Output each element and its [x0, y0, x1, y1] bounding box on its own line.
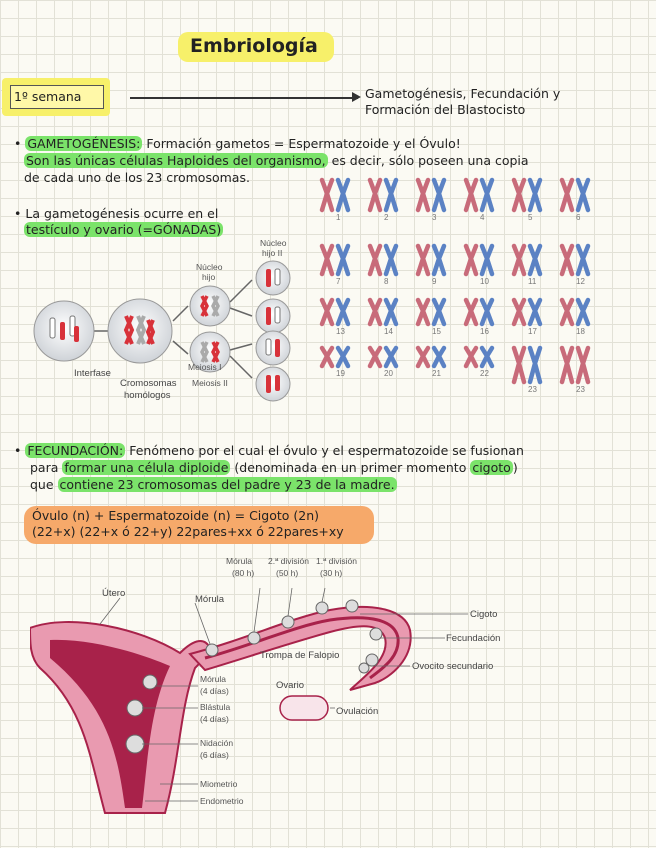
- label-nucleo-hijo-a: Núcleo: [196, 262, 223, 272]
- chromosome-pair-8: [370, 246, 396, 274]
- fecundacion-line1: • FECUNDACIÓN: Fenómeno por el cual el óvulo y el espermatozoide se fusionan: [14, 443, 524, 458]
- chromosome-pair-19: [322, 348, 348, 366]
- chromosome-pair-20: [370, 348, 396, 366]
- chromosome-pair-18: [562, 300, 588, 324]
- label-homologos: homólogos: [124, 390, 171, 401]
- label-nucleo-hijo2-b: hijo II: [262, 248, 283, 258]
- week-target-2: Formación del Blastocisto: [365, 102, 526, 117]
- week-arrow: [130, 97, 358, 99]
- chromosome-pair-7: [322, 246, 348, 274]
- label-fecundacion: Fecundación: [446, 633, 501, 644]
- chromosome-label: 23: [528, 385, 537, 394]
- chromosome-label: 16: [480, 327, 489, 336]
- chromosome-label: 4: [480, 213, 485, 222]
- chromosome-pair-2: [370, 180, 396, 210]
- chromosome-label: 11: [528, 277, 537, 286]
- label-trompa: Trompa de Falopio: [260, 650, 340, 661]
- label-meiosis1: Meiosis I: [188, 362, 222, 372]
- chromosome-pair-11: [514, 246, 540, 274]
- label-morula-h-a: Mórula: [226, 558, 252, 566]
- label-div1-b: (30 h): [320, 568, 343, 578]
- ovary: [280, 696, 328, 720]
- label-utero: Útero: [102, 588, 126, 599]
- chromosome-label: 20: [384, 369, 393, 378]
- label-interfase: Interfase: [74, 368, 111, 379]
- chromosome-pair-9: [418, 246, 444, 274]
- formula-line2: (22+x) (22+x ó 22+y) 22pares+xx ó 22pares+xy: [32, 524, 344, 539]
- gametogenesis-line1: • GAMETOGÉNESIS: Formación gametos = Espermatozoide y el Óvulo!: [14, 136, 461, 151]
- label-blastula-b: (4 días): [200, 714, 229, 724]
- meiosis-diagram: [28, 236, 308, 406]
- chromosome-label: 17: [528, 327, 537, 336]
- chromosome-pair-5: [514, 180, 540, 210]
- label-ovario: Ovario: [276, 680, 304, 691]
- chromosome-label: 8: [384, 277, 389, 286]
- week-label: 1º semana: [14, 89, 82, 104]
- chromosome-pair-3: [418, 180, 444, 210]
- chromosome-pair-23: [514, 348, 540, 382]
- gametogenesis-line2: Son las únicas células Haploides del organismo, es decir, sólo poseen una copia: [26, 153, 529, 168]
- chromosome-pair-17: [514, 300, 540, 324]
- chromosome-label: 15: [432, 327, 441, 336]
- week-target-1: Gametogénesis, Fecundación y: [365, 86, 561, 101]
- chromosome-pair-16: [466, 300, 492, 324]
- chromosome-label: 1: [336, 213, 341, 222]
- label-ovocito: Ovocito secundario: [412, 661, 494, 672]
- chromosome-label: 6: [576, 213, 581, 222]
- chromosome-pair-23: [562, 348, 588, 382]
- label-nidacion-b: (6 días): [200, 750, 229, 760]
- chromosome-label: 10: [480, 277, 489, 286]
- chromosome-label: 9: [432, 277, 437, 286]
- chromosome-pair-13: [322, 300, 348, 324]
- chromosome-label: 7: [336, 277, 341, 286]
- gonads-line2: testículo y ovario (=GÓNADAS): [26, 222, 222, 237]
- chromosome-label: 2: [384, 213, 389, 222]
- label-blastula-a: Blástula: [200, 702, 231, 712]
- chromosome-label: 12: [576, 277, 585, 286]
- label-div2-b: (50 h): [276, 568, 299, 578]
- gametogenesis-term: GAMETOGÉNESIS:: [27, 136, 141, 151]
- fecundacion-line2: para formar una célula diploide (denominada en un primer momento cigoto ): [30, 460, 518, 475]
- chromosome-label: 3: [432, 213, 437, 222]
- label-morula-h-b: (80 h): [232, 568, 255, 578]
- chromosome-pair-22: [466, 348, 492, 366]
- fecundacion-line3: que contiene 23 cromosomas del padre y 23 de la madre.: [30, 477, 395, 492]
- karyotype: [318, 176, 618, 400]
- label-div2-a: 2.ª división: [268, 558, 309, 566]
- week-arrow-head: [352, 92, 361, 102]
- label-nucleo-hijo2-a: Núcleo: [260, 238, 287, 248]
- chromosome-label: 23: [576, 385, 585, 394]
- label-cigoto: Cigoto: [470, 609, 498, 620]
- chromosome-label: 14: [384, 327, 393, 336]
- chromosome-label: 18: [576, 327, 585, 336]
- label-div1-a: 1.ª división: [316, 558, 357, 566]
- label-miometrio: Miometrio: [200, 779, 238, 789]
- chromosome-label: 5: [528, 213, 533, 222]
- chromosome-label: 22: [480, 369, 489, 378]
- chromosome-pair-14: [370, 300, 396, 324]
- label-cromosomas: Cromosomas: [120, 378, 177, 389]
- chromosome-pair-1: [322, 180, 348, 210]
- label-morula4-a: Mórula: [200, 674, 226, 684]
- label-meiosis2: Meiosis II: [192, 378, 228, 388]
- chromosome-label: 13: [336, 327, 345, 336]
- gonads-line1: • La gametogénesis ocurre en el: [14, 206, 219, 221]
- chromosome-pair-21: [418, 348, 444, 366]
- gametogenesis-line3: de cada uno de los 23 cromosomas.: [24, 170, 250, 185]
- formula-line1: Óvulo (n) + Espermatozoide (n) = Cigoto (2n): [32, 508, 319, 523]
- chromosome-label: 19: [336, 369, 345, 378]
- chromosome-pair-12: [562, 246, 588, 274]
- label-morula4-b: (4 días): [200, 686, 229, 696]
- page-title: Embriología: [190, 35, 318, 57]
- chromosome-pair-15: [418, 300, 444, 324]
- label-nucleo-hijo-b: hijo: [202, 272, 216, 282]
- chromosome-pair-6: [562, 180, 588, 210]
- label-ovulacion: Ovulación: [336, 706, 379, 717]
- uterus-diagram: [30, 558, 540, 818]
- meiosis1-cell-top: [190, 286, 230, 326]
- label-endometrio: Endometrio: [200, 796, 244, 806]
- label-morula-top: Mórula: [195, 594, 225, 605]
- chromosome-pair-4: [466, 180, 492, 210]
- chromosome-label: 21: [432, 369, 441, 378]
- label-nidacion-a: Nidación: [200, 738, 234, 748]
- chromosome-pair-10: [466, 246, 492, 274]
